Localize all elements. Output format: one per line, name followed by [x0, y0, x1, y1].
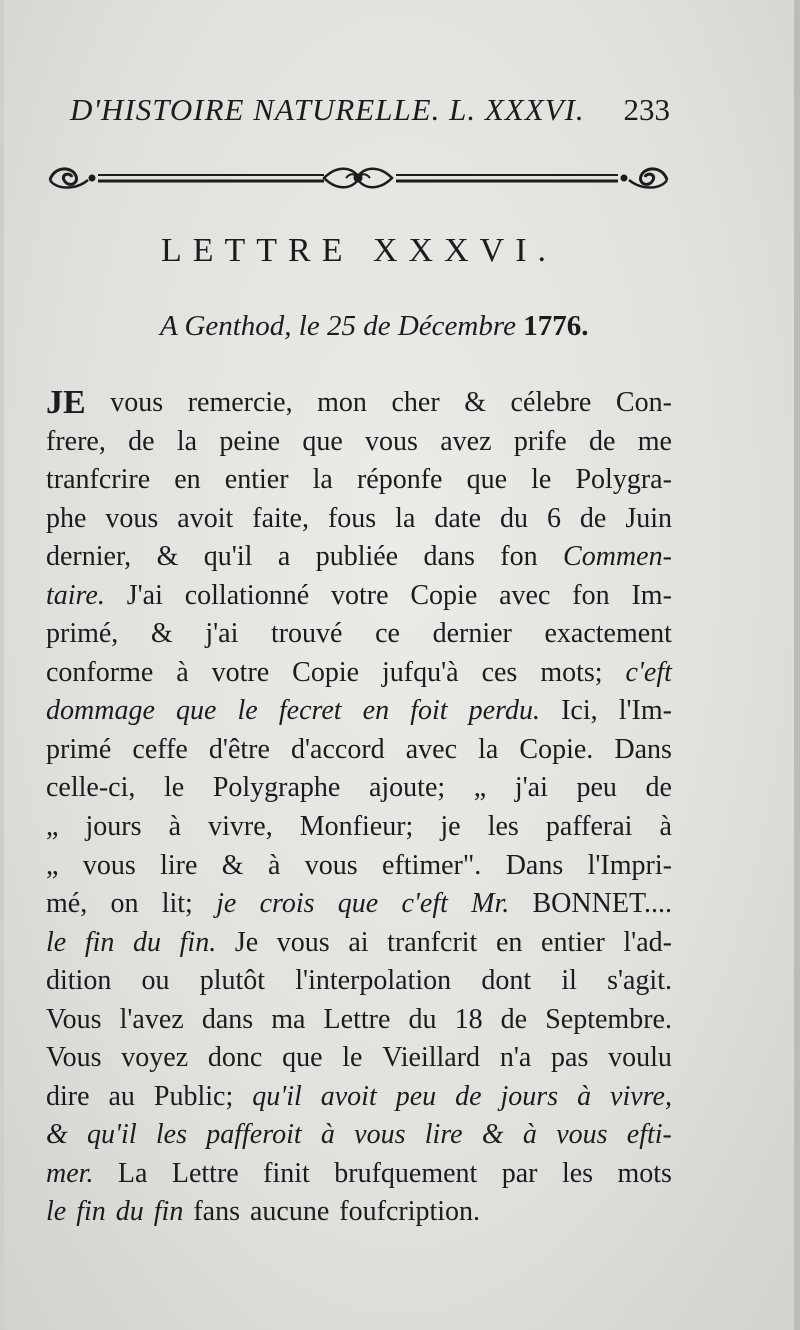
word: ces	[481, 656, 518, 688]
word: qu'il	[203, 541, 253, 573]
dateline-text: A Genthod, le 25 de Décembre	[160, 310, 524, 342]
word: de	[579, 502, 607, 534]
word: l'avez	[119, 1003, 184, 1035]
word: vous	[354, 1119, 406, 1151]
word: trouvé	[270, 618, 343, 650]
word: lire	[424, 1119, 463, 1151]
word: au	[108, 1080, 135, 1112]
word: Copie	[292, 656, 360, 688]
text-line	[46, 1116, 672, 1155]
letter-body	[46, 384, 672, 1232]
word: &	[156, 541, 179, 573]
text-line	[46, 924, 672, 963]
word: foit	[410, 695, 448, 727]
word: on	[110, 888, 139, 920]
word: Im-	[631, 579, 672, 611]
word: prife	[513, 425, 567, 457]
word: &	[481, 1119, 504, 1151]
word: de	[500, 1003, 528, 1035]
word: de	[645, 772, 672, 804]
word: „	[473, 772, 487, 804]
word: ou	[141, 965, 170, 997]
word: Je	[234, 926, 259, 958]
word: Polygraphe	[212, 772, 341, 804]
word: lire	[160, 849, 198, 881]
word: cher	[391, 387, 440, 418]
word: lit;	[161, 888, 193, 920]
word: à	[267, 849, 281, 881]
word: tranfcrit	[387, 926, 478, 958]
word: en	[495, 926, 523, 958]
word: dernier	[432, 618, 512, 650]
word: 18	[454, 1003, 483, 1035]
word: Copie.	[519, 733, 594, 765]
word: réponfe	[356, 464, 443, 496]
word: vous	[105, 502, 159, 534]
word: Mr.	[471, 888, 510, 920]
word: de	[455, 1080, 482, 1112]
text-line	[46, 692, 672, 731]
word: fin	[76, 1196, 106, 1228]
text-line	[46, 885, 672, 924]
word: brufquement	[334, 1157, 478, 1189]
word: fon	[572, 579, 610, 611]
word: voulu	[608, 1042, 672, 1074]
word: je	[440, 811, 461, 843]
word: mots	[617, 1157, 672, 1189]
word: avoit	[320, 1080, 377, 1112]
word: à	[320, 1119, 335, 1151]
text-line	[46, 1039, 672, 1078]
text-line	[46, 615, 672, 654]
word: „	[46, 811, 59, 843]
word: fon	[500, 541, 538, 573]
word: fans	[193, 1196, 240, 1228]
drop-cap-word: JE	[46, 384, 86, 421]
word: ceffe	[132, 733, 188, 765]
word: 6	[546, 502, 561, 534]
word: fin.	[179, 926, 217, 958]
word: n'a	[499, 1042, 532, 1074]
word: avez	[440, 425, 492, 457]
page-edge-right	[794, 0, 800, 1330]
word: je	[216, 888, 237, 920]
word: vous	[365, 425, 418, 457]
text-line	[46, 577, 672, 616]
word: que	[466, 464, 508, 496]
word: d'accord	[291, 733, 385, 765]
word: votre	[330, 579, 389, 611]
text-line	[46, 731, 672, 770]
word: „	[46, 849, 59, 881]
word: peu	[395, 1080, 437, 1112]
word: la	[312, 464, 333, 496]
word: eftimer".	[382, 849, 482, 881]
word: par	[501, 1157, 538, 1189]
word: efti-	[626, 1119, 672, 1151]
word: le	[163, 772, 185, 804]
text-line	[46, 962, 672, 1001]
word: La	[117, 1157, 148, 1189]
text-line	[46, 1078, 672, 1117]
word: la	[478, 733, 499, 765]
word: mer.	[46, 1157, 94, 1189]
word: de	[589, 425, 616, 457]
word: Ici,	[561, 695, 598, 727]
word: collationné	[184, 579, 310, 611]
word: fecret	[278, 695, 342, 727]
word: jours	[85, 811, 142, 843]
word: l'interpolation	[295, 965, 452, 997]
word: du	[408, 1003, 437, 1035]
word: le	[237, 695, 258, 727]
word: celle-ci,	[46, 772, 136, 804]
headpiece-rule-ornament-icon	[46, 160, 671, 196]
word: exactement	[544, 618, 672, 650]
word: BONNET....	[532, 888, 672, 920]
word: ai	[348, 926, 369, 958]
word: dans	[423, 541, 475, 573]
word: que	[282, 1042, 323, 1074]
word: Juin	[625, 502, 672, 534]
word: les	[561, 1157, 594, 1189]
word: vivre,	[208, 811, 273, 843]
text-line	[46, 500, 672, 539]
word: jours	[500, 1080, 559, 1112]
text-line	[46, 538, 672, 577]
word: date	[434, 502, 481, 534]
word: primé,	[46, 618, 119, 650]
word: avoit	[177, 502, 234, 534]
word: Monfieur;	[299, 811, 414, 843]
text-line	[46, 769, 672, 808]
word: fin	[84, 926, 115, 958]
word: Septembre.	[545, 1003, 672, 1035]
word: qu'il	[87, 1119, 137, 1151]
word: mots;	[540, 656, 603, 688]
word: la	[395, 502, 416, 534]
word: j'ai	[205, 618, 239, 650]
word: dommage	[46, 695, 155, 727]
word: vous	[276, 926, 330, 958]
word: jufqu'à	[382, 656, 459, 688]
word: les	[155, 1119, 187, 1151]
word: aucune	[250, 1196, 330, 1228]
word: vous	[556, 1119, 608, 1151]
word: vous	[82, 849, 136, 881]
word: le	[46, 926, 67, 958]
word: Public;	[153, 1080, 234, 1112]
word: Lettre	[323, 1003, 391, 1035]
word: foufcription.	[339, 1196, 481, 1228]
word: dont	[481, 965, 532, 997]
word: fous	[327, 502, 377, 534]
word: pafferai	[545, 811, 633, 843]
word: primé	[46, 733, 112, 765]
text-line	[46, 1001, 672, 1040]
word: en	[174, 464, 201, 496]
word: peine	[219, 425, 281, 457]
word: du	[133, 926, 162, 958]
text-line	[46, 384, 672, 423]
word: en	[362, 695, 390, 727]
word: dans	[201, 1003, 254, 1035]
word: voyez	[121, 1042, 189, 1074]
word: Commen-	[563, 541, 672, 573]
word: ce	[375, 618, 400, 650]
word: me	[637, 425, 672, 457]
word: donc	[207, 1042, 263, 1074]
word: Dans	[505, 849, 564, 881]
word: conforme	[46, 656, 154, 688]
word: à	[659, 811, 672, 843]
word: qu'il	[252, 1080, 302, 1112]
text-line	[46, 654, 672, 693]
running-head	[70, 92, 670, 136]
word: J'ai	[126, 579, 163, 611]
word: l'Im-	[618, 695, 672, 727]
word: le	[342, 1042, 363, 1074]
word: à	[176, 656, 189, 688]
word: votre	[211, 656, 270, 688]
text-line	[46, 461, 672, 500]
word: du	[115, 1196, 144, 1228]
running-head-title: D'HISTOIRE NATURELLE. L. XXXVI.	[70, 92, 585, 127]
word: vous	[110, 387, 164, 418]
letter-title: LETTRE XXXVI.	[160, 232, 558, 269]
word: le	[531, 464, 552, 496]
word: à	[168, 811, 182, 843]
text-line	[46, 423, 672, 462]
word: phe	[46, 502, 87, 534]
word: mon	[317, 387, 367, 418]
word: Polygra-	[575, 464, 672, 496]
word: frere,	[46, 425, 106, 457]
dateline	[160, 310, 680, 343]
word: peu	[576, 772, 617, 804]
word: tranfcrire	[46, 464, 151, 496]
word: que	[175, 695, 217, 727]
text-line	[46, 1193, 672, 1232]
word: le	[46, 1196, 67, 1228]
word: l'ad-	[623, 926, 672, 958]
word: c'eft	[401, 888, 448, 920]
word: &	[221, 849, 244, 881]
word: pafferoit	[206, 1119, 302, 1151]
text-line	[46, 808, 672, 847]
word: perdu.	[468, 695, 540, 727]
word: entier	[224, 464, 289, 496]
page-edge-left	[0, 0, 4, 1330]
word: Vous	[46, 1042, 102, 1074]
word: pas	[551, 1042, 589, 1074]
word: d'être	[208, 733, 270, 765]
word: j'ai	[514, 772, 548, 804]
word: plutôt	[199, 965, 266, 997]
word: que	[337, 888, 379, 920]
word: la	[176, 425, 198, 457]
word: dernier,	[46, 541, 132, 573]
word: l'Impri-	[587, 849, 672, 881]
text-line	[46, 1155, 672, 1194]
word: dire	[46, 1080, 90, 1112]
word: Vieillard	[382, 1042, 481, 1074]
word: de	[128, 425, 155, 457]
word: à	[577, 1080, 592, 1112]
word: fin	[153, 1196, 184, 1228]
word: avec	[405, 733, 458, 765]
word: remercie,	[187, 387, 293, 418]
word: s'agit.	[607, 965, 672, 997]
word: crois	[259, 888, 315, 920]
word: les	[487, 811, 519, 843]
word: mé,	[46, 888, 88, 920]
word: taire.	[46, 579, 105, 611]
word: Con-	[615, 387, 672, 418]
word: &	[150, 618, 173, 650]
word: entier	[541, 926, 605, 958]
word: il	[561, 965, 577, 997]
word: du	[499, 502, 528, 534]
word: vivre,	[610, 1080, 672, 1112]
word: ma	[271, 1003, 306, 1035]
word: vous	[304, 849, 358, 881]
dateline-year: 1776.	[523, 310, 589, 342]
word: faite,	[252, 502, 309, 534]
word: Copie	[410, 579, 478, 611]
word: dition	[46, 965, 112, 997]
word: &	[46, 1119, 68, 1151]
text-line	[46, 847, 672, 886]
word: à	[522, 1119, 537, 1151]
word: que	[302, 425, 343, 457]
word: Vous	[46, 1003, 102, 1035]
word: Lettre	[171, 1157, 239, 1189]
word: publiée	[315, 541, 399, 573]
page-number: 233	[623, 92, 670, 127]
word: célebre	[510, 387, 592, 418]
word: finit	[263, 1157, 310, 1189]
word: avec	[499, 579, 551, 611]
word: &	[464, 387, 486, 418]
word: ajoute;	[368, 772, 446, 804]
word: c'eft	[625, 656, 672, 688]
word: a	[277, 541, 291, 573]
word: Dans	[614, 733, 672, 765]
